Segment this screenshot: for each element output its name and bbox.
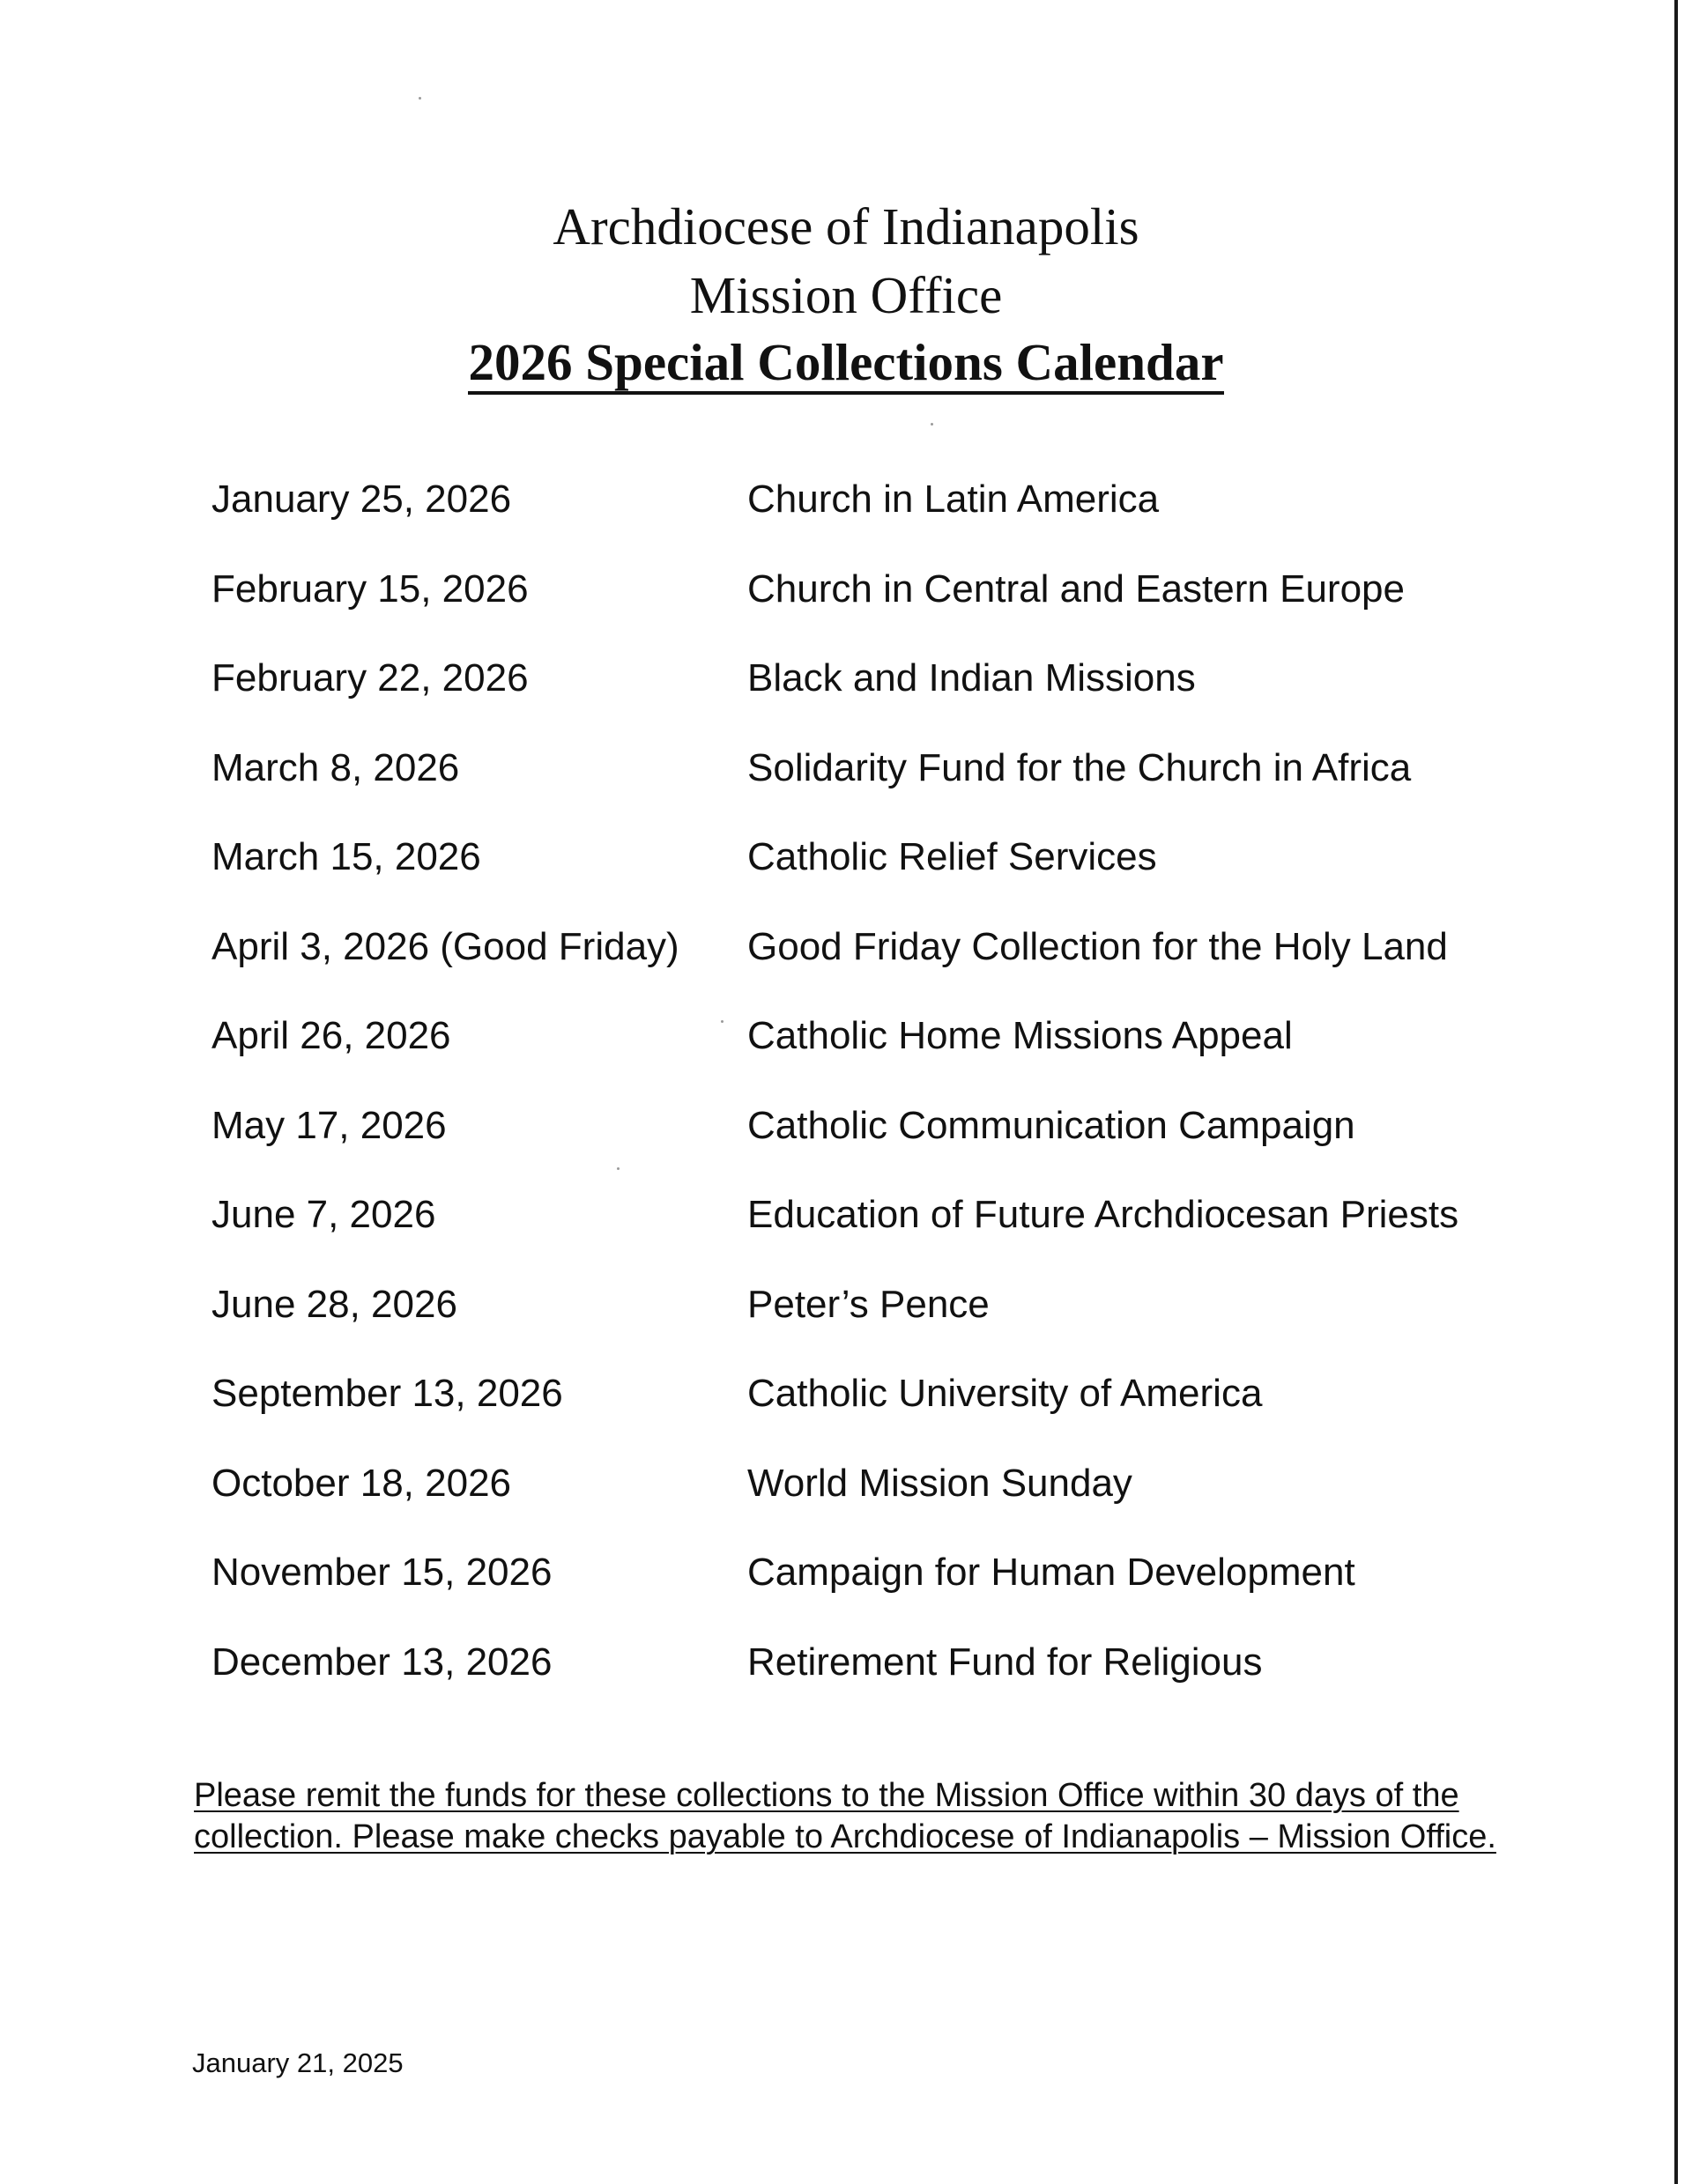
collection-name: Catholic Relief Services [747,835,1157,878]
remittance-note-line: collection. Please make checks payable to Archdiocese of Indianapolis – Mission Office. [194,1818,1496,1855]
collection-date: February 15, 2026 [212,566,529,611]
document-date: January 21, 2025 [192,2047,404,2078]
collection-name: Church in Latin America [747,478,1160,521]
collection-name: Retirement Fund for Religious [747,1640,1263,1684]
collection-row [0,1457,1692,1547]
organization-name: Archdiocese of Indianapolis [553,197,1139,255]
collection-name: Church in Central and Eastern Europe [747,566,1405,611]
collection-date: September 13, 2026 [212,1372,563,1415]
collection-date: December 13, 2026 [212,1640,553,1684]
collection-date: April 26, 2026 [212,1014,451,1057]
scan-speck [419,97,421,100]
remittance-note-line: Please remit the funds for these collections to the Mission Office within 30 days of the [194,1777,1459,1814]
collection-row [0,652,1692,742]
collection-name: Good Friday Collection for the Holy Land [747,924,1448,968]
collection-date: May 17, 2026 [212,1103,447,1147]
collection-name: Black and Indian Missions [747,656,1196,700]
collection-row [0,1188,1692,1278]
collection-row [0,1099,1692,1189]
collection-name: Solidarity Fund for the Church in Africa [747,745,1412,789]
collection-date: October 18, 2026 [212,1461,512,1505]
collection-row [0,1278,1692,1368]
collection-name: Campaign for Human Development [747,1551,1355,1594]
collection-row [0,1367,1692,1457]
collection-name: World Mission Sunday [747,1461,1132,1505]
collection-name: Catholic Home Missions Appeal [747,1014,1293,1057]
collection-date: November 15, 2026 [212,1551,553,1594]
collection-name: Catholic Communication Campaign [747,1103,1355,1147]
collection-date: March 8, 2026 [212,745,460,789]
collection-row [0,742,1692,832]
collection-date: February 22, 2026 [212,656,529,700]
collection-name: Peter’s Pence [747,1282,990,1326]
document-header [0,192,1692,395]
scan-speck [931,423,933,426]
office-name: Mission Office [689,266,1003,324]
calendar-title: 2026 Special Collections Calendar [468,333,1223,395]
collection-date: April 3, 2026 (Good Friday) [212,924,679,968]
collections-calendar [0,473,1692,1725]
collection-row [0,831,1692,921]
collection-date: January 25, 2026 [212,478,512,521]
collection-date: March 15, 2026 [212,835,481,878]
collection-row [0,473,1692,563]
collection-row [0,563,1692,653]
collection-row [0,1010,1692,1099]
collection-date: June 7, 2026 [212,1193,436,1236]
collection-row [0,1636,1692,1726]
collection-row [0,1546,1692,1636]
remittance-note [194,1775,1516,1858]
collection-row [0,921,1692,1011]
collection-date: June 28, 2026 [212,1282,457,1326]
collection-name: Education of Future Archdiocesan Priests [747,1193,1459,1236]
collection-name: Catholic University of America [747,1372,1263,1415]
